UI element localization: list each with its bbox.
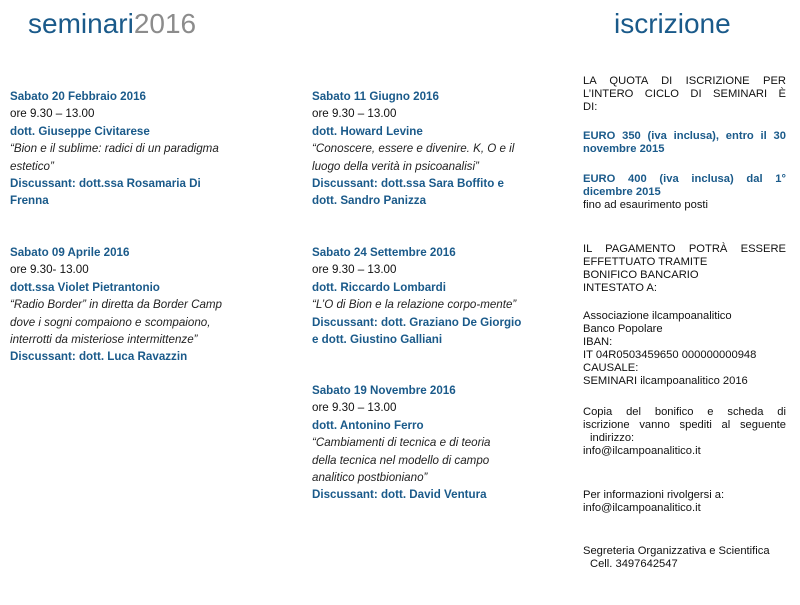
- seminar-time: ore 9.30- 13.00: [10, 263, 89, 277]
- pagamento-line: EFFETTUATO TRAMITE: [583, 255, 708, 268]
- seminar-1: [10, 88, 300, 210]
- copia-line: indirizzo:: [590, 431, 635, 444]
- seminar-2: [10, 244, 300, 366]
- seminar-title-line: della tecnica nel modello di campo: [312, 453, 490, 467]
- info-block: [583, 489, 786, 515]
- seminar-time: ore 9.30 – 13.00: [312, 107, 397, 121]
- seminar-discussant: Discussant: dott. Luca Ravazzin: [10, 350, 188, 364]
- bank-line: CAUSALE:: [583, 361, 639, 374]
- pagamento-line: BONIFICO BANCARIO: [583, 268, 699, 281]
- bank-line: IT 04R0503459650 000000000948: [583, 348, 757, 361]
- seminar-title-line: analitico postbioniano”: [312, 471, 428, 485]
- euro400-block: [583, 173, 786, 212]
- seminar-speaker: dott. Antonino Ferro: [312, 418, 424, 432]
- euro350-block: [583, 130, 786, 156]
- seminar-5: [312, 382, 574, 504]
- seminar-discussant: Discussant: dott. Graziano De Giorgio: [312, 315, 522, 329]
- cell-number: Cell. 3497642547: [590, 557, 678, 570]
- seminar-title-line: estetico”: [10, 159, 54, 173]
- seminari-title: [28, 8, 196, 40]
- quota-line: DI:: [583, 100, 598, 113]
- seminar-discussant: Discussant: dott. David Ventura: [312, 488, 487, 502]
- quota-line: LA QUOTA DI ISCRIZIONE PER: [583, 75, 786, 87]
- quota-block: [583, 75, 786, 114]
- euro400-line: EURO 400 (iva inclusa) dal 1°: [583, 173, 786, 185]
- bank-line: Banco Popolare: [583, 322, 663, 335]
- copia-line: Copia del bonifico e scheda di: [583, 406, 786, 418]
- bank-line: Associazione ilcampoanalitico: [583, 310, 732, 322]
- seminar-time: ore 9.30 – 13.00: [10, 107, 95, 121]
- quota-line: L’INTERO CICLO DI SEMINARI È: [583, 87, 786, 100]
- euro350-line: EURO 350 (iva inclusa), entro il 30: [583, 130, 786, 142]
- seminar-discussant: e dott. Giustino Galliani: [312, 333, 443, 347]
- seminar-speaker: dott. Howard Levine: [312, 124, 423, 138]
- seminar-date: Sabato 11 Giugno 2016: [312, 90, 439, 103]
- seminar-date: Sabato 09 Aprile 2016: [10, 246, 130, 259]
- pagamento-line: INTESTATO A:: [583, 281, 657, 294]
- seminar-title-line: interrotti da misteriose intermittenze”: [10, 333, 198, 347]
- seminar-title-line: “Cambiamenti di tecnica e di teoria: [312, 436, 491, 450]
- seminar-title-line: “Bion e il sublime: radici di un paradigma: [10, 142, 219, 156]
- seminari-year: 2016: [133, 8, 197, 39]
- seminar-discussant: Frenna: [10, 194, 49, 208]
- euro400-line: dicembre 2015: [583, 185, 661, 198]
- seminar-discussant: Discussant: dott.ssa Sara Boffito e: [312, 177, 504, 191]
- seminar-date: Sabato 19 Novembre 2016: [312, 384, 456, 397]
- seminar-3: [312, 88, 574, 210]
- iscrizione-title: iscrizione: [614, 8, 731, 39]
- info-text: Per informazioni rivolgersi a:: [583, 489, 725, 501]
- segreteria-text: Segreteria Organizzativa e Scientifica: [583, 545, 770, 557]
- seminari-word: seminari: [28, 8, 134, 39]
- segreteria-block: [583, 545, 786, 571]
- pagamento-line: IL PAGAMENTO POTRÀ ESSERE: [583, 243, 786, 255]
- seminar-speaker: dott.ssa Violet Pietrantonio: [10, 280, 160, 294]
- seminar-time: ore 9.30 – 13.00: [312, 263, 397, 277]
- seminar-speaker: dott. Giuseppe Civitarese: [10, 124, 150, 138]
- seminar-title-line: “Conoscere, essere e divenire. K, O e il: [312, 142, 515, 156]
- seminar-title-line: dove i sogni compaiono e scompaiono,: [10, 315, 211, 329]
- seminar-time: ore 9.30 – 13.00: [312, 401, 397, 415]
- seminar-4: [312, 244, 574, 348]
- bank-block: [583, 310, 786, 387]
- seminar-speaker: dott. Riccardo Lombardi: [312, 280, 446, 294]
- seminar-title-line: “Radio Border” in diretta da Border Camp: [10, 298, 223, 312]
- euro400-note: fino ad esaurimento posti: [583, 198, 709, 211]
- info-email[interactable]: info@ilcampoanalitico.it: [583, 501, 701, 514]
- euro350-line: novembre 2015: [583, 142, 665, 155]
- copia-line: iscrizione vanno spediti al seguente: [583, 418, 786, 431]
- seminar-date: Sabato 24 Settembre 2016: [312, 246, 456, 259]
- bank-line: SEMINARI ilcampoanalitico 2016: [583, 374, 748, 387]
- copia-email[interactable]: info@ilcampoanalitico.it: [583, 444, 701, 457]
- seminar-discussant: Discussant: dott.ssa Rosamaria Di: [10, 177, 201, 191]
- seminar-title-line: “L’O di Bion e la relazione corpo-mente”: [312, 298, 517, 312]
- seminar-title-line: luogo della verità in psicoanalisi”: [312, 159, 479, 173]
- pagamento-block: [583, 243, 786, 295]
- seminar-discussant: dott. Sandro Panizza: [312, 194, 427, 208]
- bank-line: IBAN:: [583, 335, 613, 348]
- copia-block: [583, 406, 786, 458]
- seminar-date: Sabato 20 Febbraio 2016: [10, 90, 146, 103]
